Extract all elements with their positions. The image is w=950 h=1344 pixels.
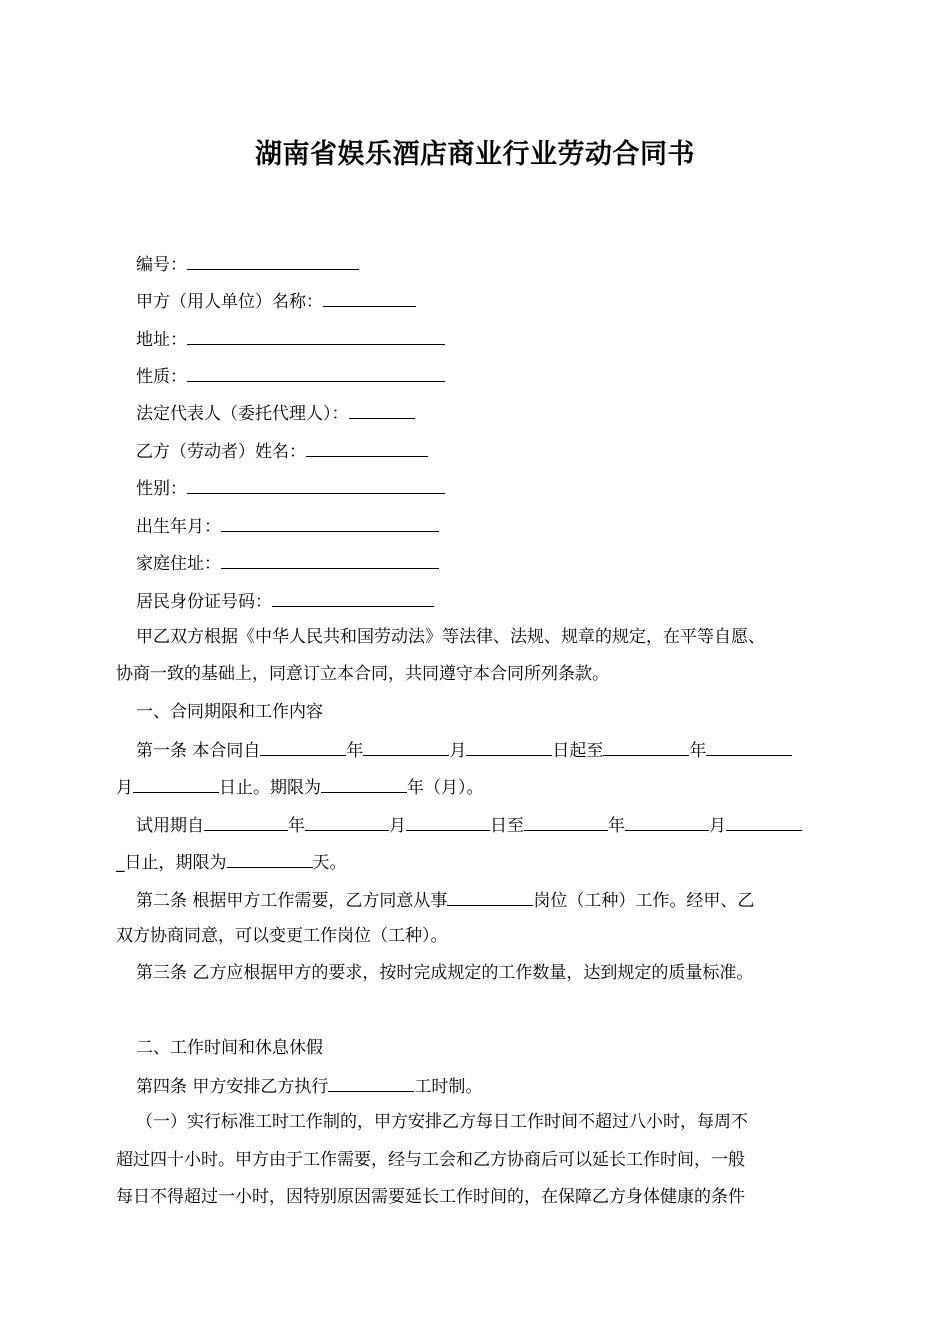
article1-end-year-label: 年 (689, 741, 707, 761)
field-birth (136, 513, 439, 539)
field-legal-rep-label: 法定代表人（委托代理人）： (136, 404, 349, 424)
article1-day-end-label: 日止。期限为 (219, 778, 321, 798)
document-title: 湖南省娱乐酒店商业行业劳动合同书 (255, 139, 695, 170)
field-gender-label: 性别： (136, 479, 187, 499)
field-address-label: 地址： (136, 330, 187, 350)
probation-end-day-blank[interactable] (726, 812, 802, 831)
probation-year-label: 年 (288, 816, 305, 836)
para1-line-1: （一）实行标准工时工作制的，甲方安排乙方每日工作时间不超过八小时，每周不 (136, 1112, 748, 1132)
section1-heading: 一、合同期限和工作内容 (136, 702, 323, 722)
probation-end-year-label: 年 (608, 816, 625, 836)
field-address-blank[interactable] (187, 326, 445, 345)
probation-end-year-blank[interactable] (524, 812, 608, 831)
probation-days-label: 天。 (312, 853, 347, 873)
field-birth-blank[interactable] (221, 513, 439, 532)
field-gender (136, 475, 445, 501)
article1-line-2 (116, 774, 484, 800)
article2-suffix: 岗位（工种）工作。经甲、乙 (533, 891, 755, 911)
article1-day-from-label: 日起至 (552, 741, 604, 761)
article3: 第三条 乙方应根据甲方的要求，按时完成规定的工作数量，达到规定的质量标准。 (136, 963, 754, 983)
article2-prefix: 第二条 根据甲方工作需要，乙方同意从事 (136, 891, 448, 911)
field-home-address (136, 550, 439, 576)
field-nature-blank[interactable] (187, 363, 445, 382)
field-party-b-name (136, 438, 428, 464)
field-legal-rep (136, 400, 415, 426)
probation-prefix: 试用期自 (136, 816, 204, 836)
article1-month-label: 月 (449, 741, 467, 761)
article1-start-month-blank[interactable] (363, 737, 449, 756)
probation-line-2 (116, 849, 347, 875)
article1-line-1 (136, 737, 792, 763)
article1-end-month-blank[interactable] (706, 737, 792, 756)
section2-heading: 二、工作时间和休息休假 (136, 1038, 323, 1058)
probation-start-day-blank[interactable] (406, 812, 490, 831)
field-party-a-name-label: 甲方（用人单位）名称： (136, 292, 323, 312)
field-party-b-name-label: 乙方（劳动者）姓名： (136, 442, 306, 462)
field-number (136, 251, 359, 277)
probation-month-label: 月 (389, 816, 406, 836)
article1-start-year-blank[interactable] (260, 737, 346, 756)
article2-line-1 (136, 887, 754, 913)
article2-line-2: 双方协商同意，可以变更工作岗位（工种）。 (116, 926, 448, 946)
field-home-address-label: 家庭住址： (136, 554, 221, 574)
field-number-label: 编号： (136, 255, 187, 275)
probation-day-to-label: 日至 (490, 816, 524, 836)
intro-line-2: 协商一致的基础上，同意订立本合同，共同遵守本合同所列条款。 (116, 664, 609, 684)
field-address (136, 326, 445, 352)
article1-year-month-label: 年（月）。 (407, 778, 484, 798)
field-gender-blank[interactable] (187, 475, 445, 494)
intro-line-1: 甲乙双方根据《中华人民共和国劳动法》等法律、法规、规章的规定，在平等自愿、 (136, 627, 765, 647)
article4-hours-system-blank[interactable] (328, 1073, 414, 1092)
field-party-b-name-blank[interactable] (306, 438, 428, 457)
probation-day-end-label: _日止，期限为 (116, 853, 227, 873)
field-party-a-name (136, 288, 416, 314)
field-id-number-blank[interactable] (272, 588, 434, 607)
article1-month2-label: 月 (116, 778, 133, 798)
article1-year-label: 年 (346, 741, 364, 761)
field-birth-label: 出生年月： (136, 517, 221, 537)
field-home-address-blank[interactable] (221, 550, 439, 569)
article1-term-blank[interactable] (321, 774, 407, 793)
field-id-number (136, 588, 434, 614)
field-party-a-name-blank[interactable] (323, 288, 416, 307)
para1-line-2: 超过四十小时。甲方由于工作需要，经与工会和乙方协商后可以延长工作时间，一般 (116, 1150, 745, 1170)
article4-prefix: 第四条 甲方安排乙方执行 (136, 1077, 329, 1097)
probation-line-1 (136, 812, 802, 838)
article4-suffix: 工时制。 (414, 1077, 483, 1097)
field-nature-label: 性质： (136, 367, 187, 387)
field-legal-rep-blank[interactable] (349, 400, 415, 419)
article1-end-year-blank[interactable] (603, 737, 689, 756)
probation-start-year-blank[interactable] (204, 812, 288, 831)
probation-end-month-label: 月 (709, 816, 726, 836)
probation-days-blank[interactable] (227, 849, 313, 868)
article2-position-blank[interactable] (447, 887, 533, 906)
article1-end-day-blank[interactable] (133, 774, 219, 793)
probation-end-month-blank[interactable] (625, 812, 709, 831)
article1-prefix: 第一条 本合同自 (136, 741, 261, 761)
para1-line-3: 每日不得超过一小时，因特别原因需要延长工作时间的，在保障乙方身体健康的条件 (116, 1187, 745, 1207)
field-number-blank[interactable] (187, 251, 359, 270)
article1-start-day-blank[interactable] (466, 737, 552, 756)
field-nature (136, 363, 445, 389)
probation-start-month-blank[interactable] (305, 812, 389, 831)
field-id-number-label: 居民身份证号码： (136, 592, 272, 612)
article4 (136, 1073, 482, 1099)
